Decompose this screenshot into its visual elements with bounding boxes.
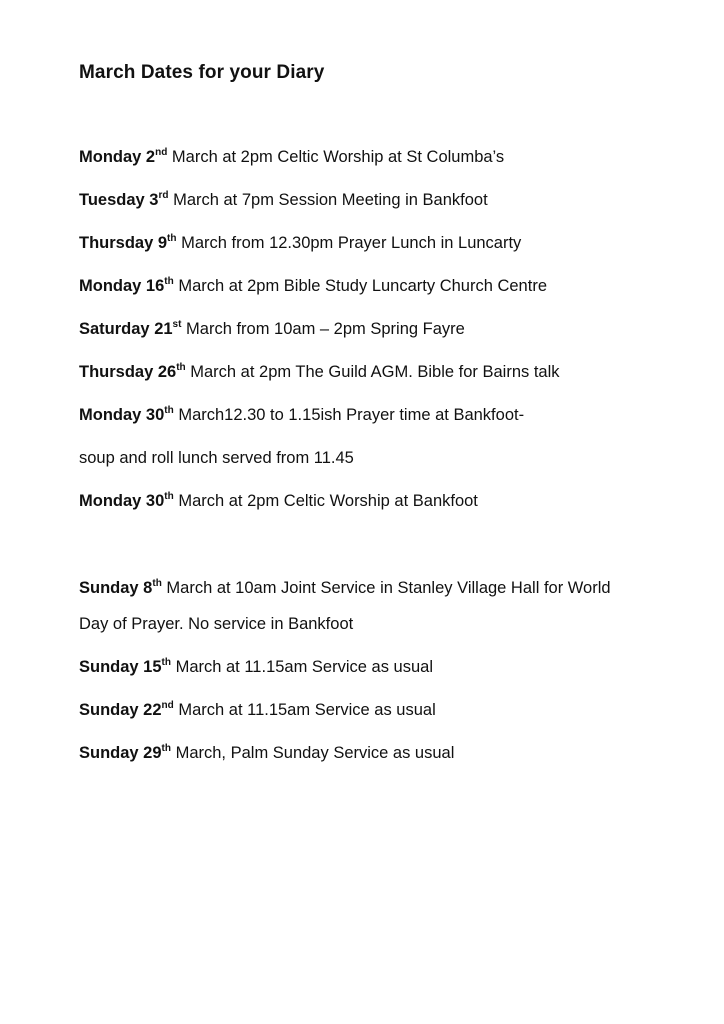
sunday-day-suffix: nd [161, 700, 174, 711]
event-day-suffix: nd [155, 147, 168, 158]
event-line [79, 190, 488, 210]
sunday-text: March, Palm Sunday Service as usual [171, 744, 455, 762]
event-line-continuation [79, 448, 354, 468]
event-day-suffix: th [164, 405, 174, 416]
event-day: Thursday 9 [79, 234, 168, 252]
sunday-day: Sunday 22 [79, 701, 162, 719]
event-day-suffix: th [164, 491, 174, 502]
event-day-suffix: th [164, 276, 174, 287]
sunday-line [79, 657, 433, 677]
event-text: March from 12.30pm Prayer Lunch in Luncarty [176, 234, 522, 252]
event-line [79, 276, 547, 296]
sunday-text: Day of Prayer. No service in Bankfoot [79, 615, 354, 633]
sunday-day-suffix: th [152, 578, 162, 589]
event-text: March12.30 to 1.15ish Prayer time at Bankfoot- [173, 406, 525, 424]
sunday-line [79, 578, 611, 598]
event-day: Monday 30 [79, 406, 165, 424]
sunday-day: Sunday 8 [79, 579, 153, 597]
event-text: March at 7pm Session Meeting in Bankfoot [168, 191, 488, 209]
sunday-line [79, 743, 454, 763]
sunday-day-suffix: th [161, 657, 171, 668]
event-day-suffix: rd [158, 190, 169, 201]
event-day: Saturday 21 [79, 320, 173, 338]
event-line [79, 319, 465, 339]
event-line [79, 362, 560, 382]
sunday-day: Sunday 15 [79, 658, 162, 676]
event-day: Monday 30 [79, 492, 165, 510]
event-text: March at 2pm Celtic Worship at Bankfoot [173, 492, 478, 510]
sunday-day: Sunday 29 [79, 744, 162, 762]
sunday-text: March at 10am Joint Service in Stanley Village Hall for World [161, 579, 611, 597]
event-text: March from 10am – 2pm Spring Fayre [181, 320, 465, 338]
sunday-text: March at 11.15am Service as usual [173, 701, 436, 719]
event-day-suffix: th [167, 233, 177, 244]
event-text: March at 2pm Bible Study Luncarty Church Centre [173, 277, 547, 295]
event-line [79, 233, 521, 253]
event-day: Thursday 26 [79, 363, 177, 381]
event-day-suffix: th [176, 362, 186, 373]
sunday-line [79, 700, 436, 720]
event-day: Monday 2 [79, 148, 156, 166]
event-day: Tuesday 3 [79, 191, 159, 209]
event-line [79, 491, 478, 511]
event-day: Monday 16 [79, 277, 165, 295]
event-text: March at 2pm The Guild AGM. Bible for Bairns talk [185, 363, 560, 381]
sunday-line-continuation [79, 614, 353, 634]
event-line [79, 405, 524, 425]
sunday-day-suffix: th [161, 743, 171, 754]
sunday-text: March at 11.15am Service as usual [171, 658, 433, 676]
event-day-suffix: st [172, 319, 182, 330]
event-line [79, 147, 504, 167]
page-title: March Dates for your Diary [79, 62, 325, 83]
event-text: March at 2pm Celtic Worship at St Columba’s [167, 148, 505, 166]
event-text: soup and roll lunch served from 11.45 [79, 449, 354, 467]
